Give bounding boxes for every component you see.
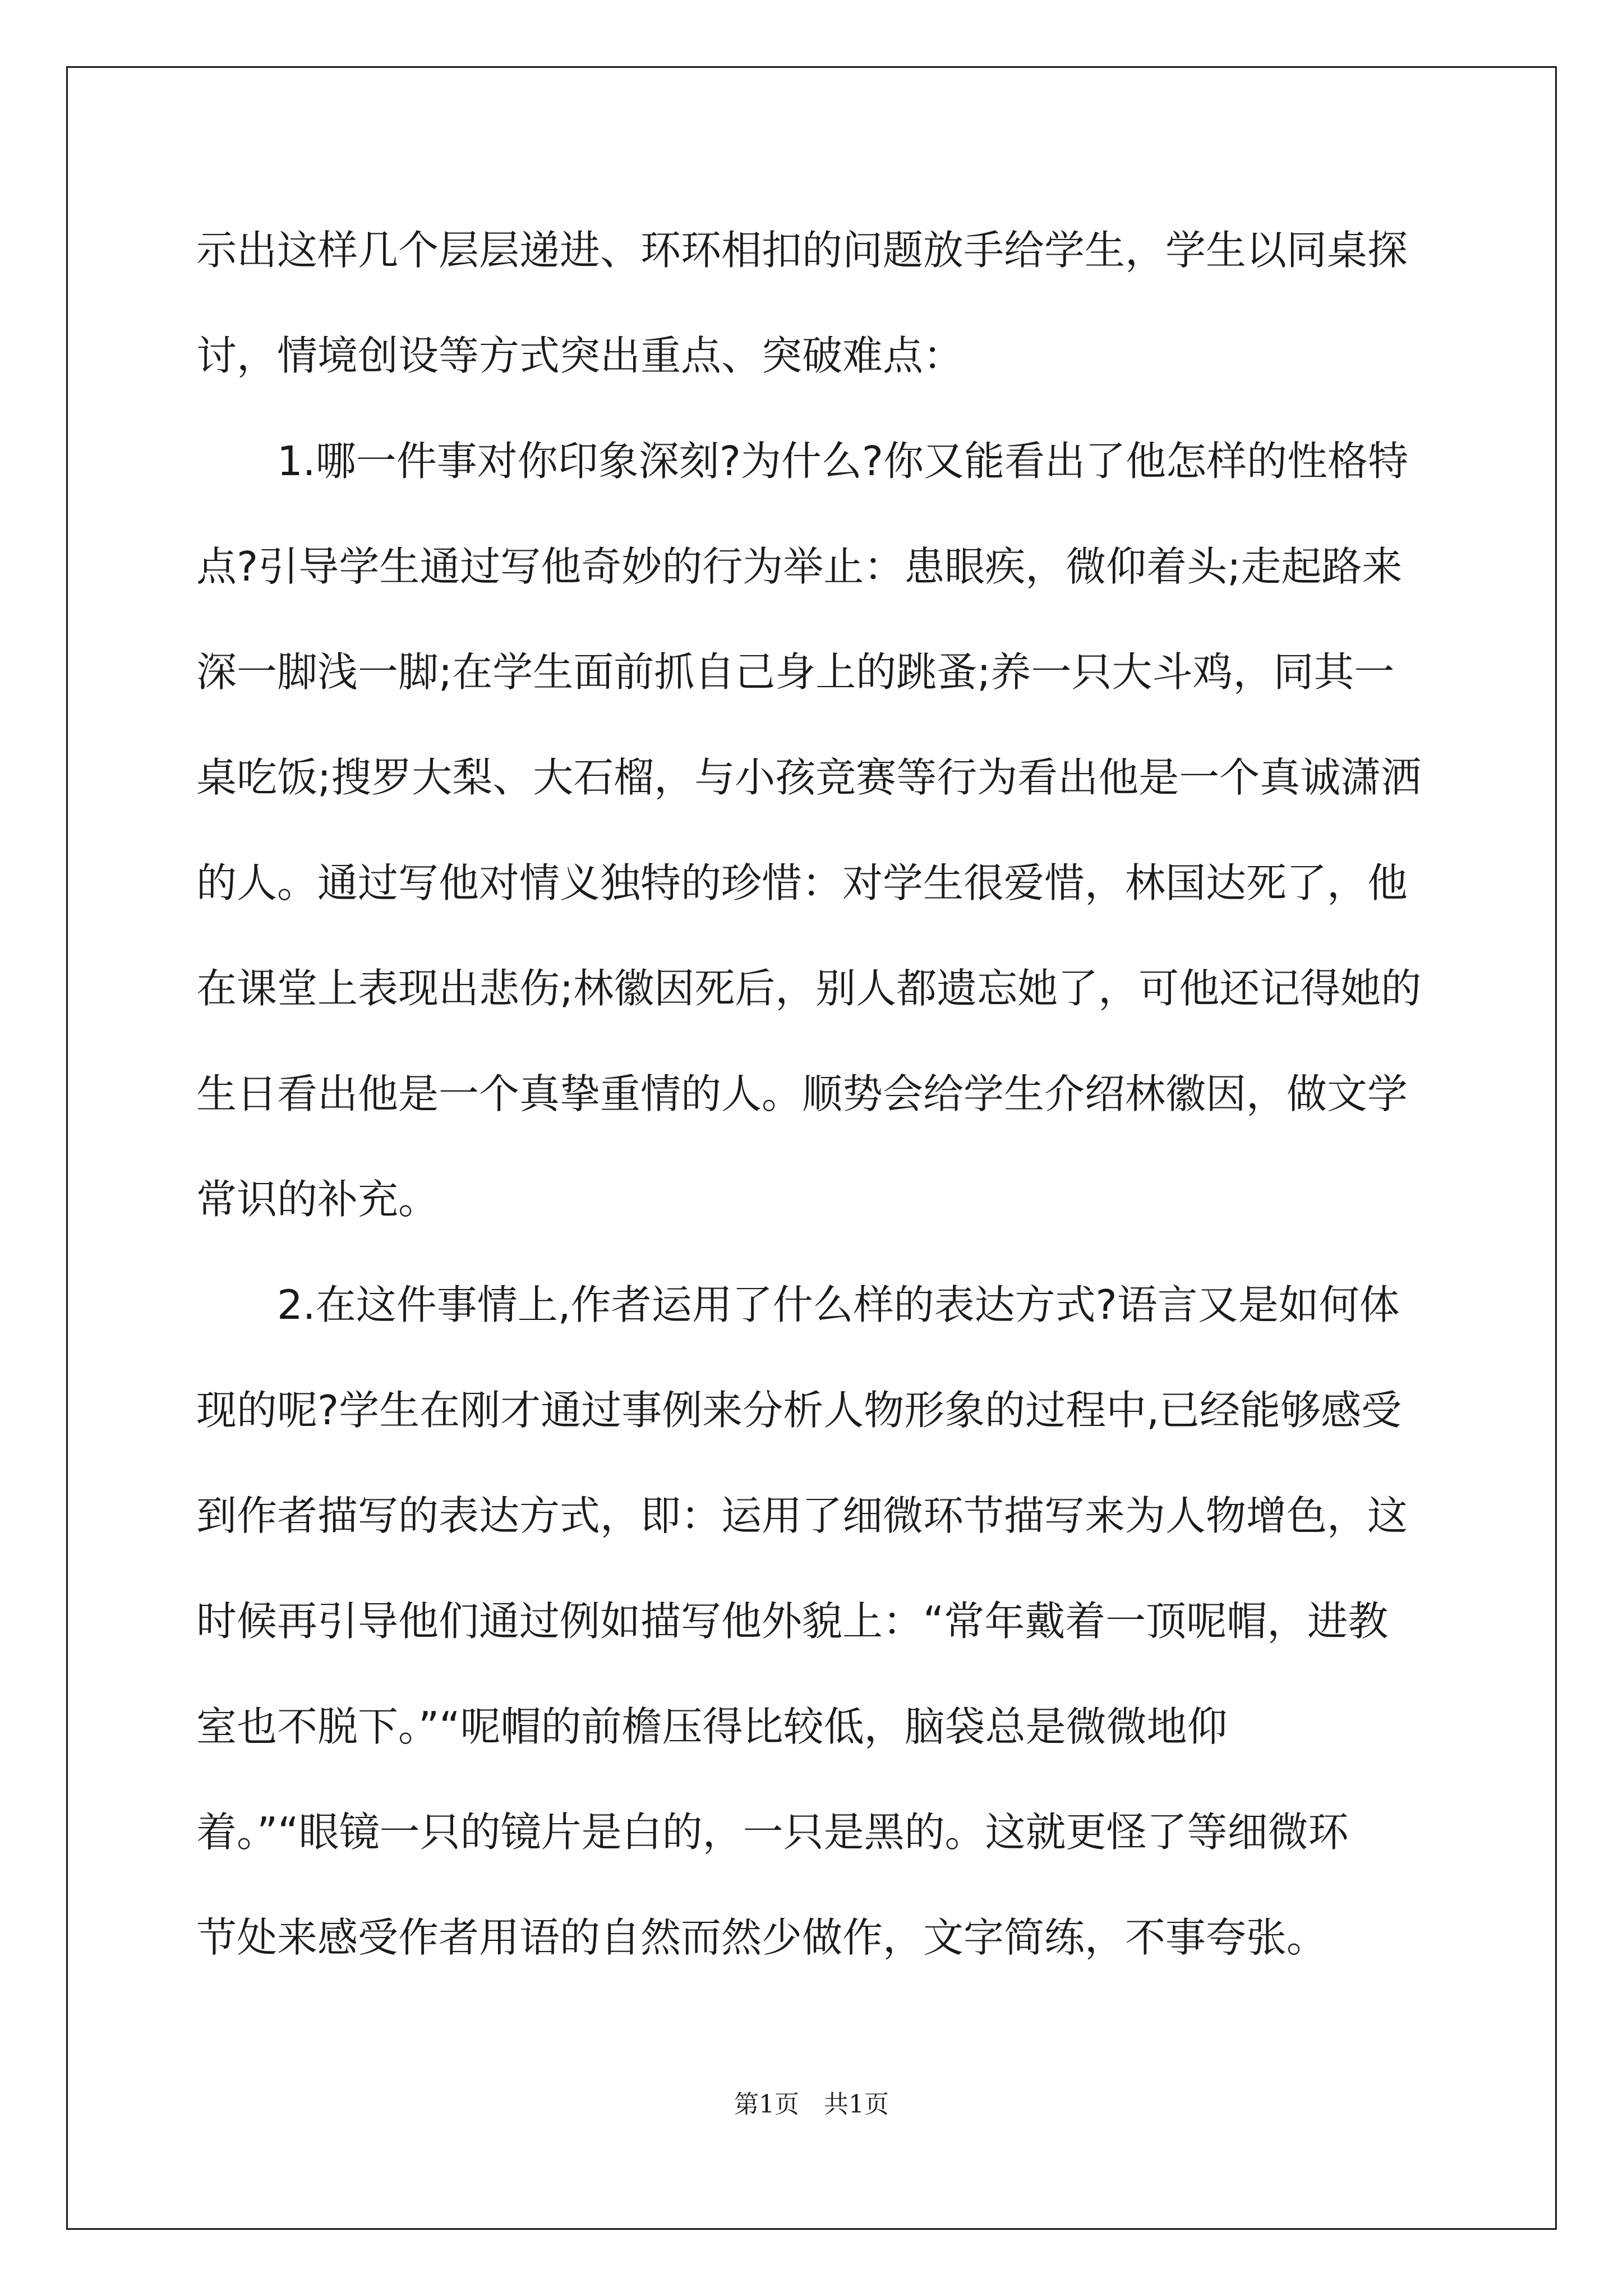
text-line: 室也不脱下。”“呢帽的前檐压得比较低，脑袋总是微微地仰 xyxy=(196,1703,1228,1750)
text-line: 讨，情境创设等方式突出重点、突破难点： xyxy=(196,332,964,379)
text-line: 着。”“眼镜一只的镜片是白的，一只是黑的。这就更怪了等细微环 xyxy=(196,1809,1349,1856)
text-line: 1.哪一件事对你印象深刻?为什么?你又能看出了他怎样的性格特 xyxy=(196,438,1409,485)
text-line: 时候再引导他们通过例如描写他外貌上：“常年戴着一顶呢帽，进教 xyxy=(196,1598,1389,1645)
text-line: 现的呢?学生在刚才通过事例来分析人物形象的过程中,已经能够感受 xyxy=(196,1387,1402,1434)
text-line: 示出这样几个层层递进、环环相扣的问题放手给学生，学生以同桌探 xyxy=(196,227,1408,274)
text-line: 深一脚浅一脚;在学生面前抓自己身上的跳蚤;养一只大斗鸡，同其一 xyxy=(196,648,1395,696)
text-line: 常识的补充。 xyxy=(196,1176,439,1223)
text-line: 桌吃饭;搜罗大梨、大石榴，与小孩竞赛等行为看出他是一个真诚潇洒 xyxy=(196,754,1422,801)
text-line: 点?引导学生通过写他奇妙的行为举止：患眼疾，微仰着头;走起路来 xyxy=(196,543,1403,590)
text-line: 的人。通过写他对情义独特的珍惜：对学生很爱惜，林国达死了，他 xyxy=(196,859,1408,907)
text-line: 生日看出他是一个真挚重情的人。顺势会给学生介绍林徽因，做文学 xyxy=(196,1070,1408,1117)
text-line: 到作者描写的表达方式，即：运用了细微环节描写来为人物增色，这 xyxy=(196,1492,1408,1539)
text-line: 节处来感受作者用语的自然而然少做作，文字简练，不事夸张。 xyxy=(196,1914,1327,1961)
text-line: 2.在这件事情上,作者运用了什么样的表达方式?语言又是如何体 xyxy=(196,1281,1400,1328)
text-line: 在课堂上表现出悲伤;林徽因死后，别人都遗忘她了，可他还记得她的 xyxy=(196,965,1422,1012)
document-body xyxy=(196,197,1436,1990)
page-footer: 第1页 共1页 xyxy=(734,2090,889,2119)
